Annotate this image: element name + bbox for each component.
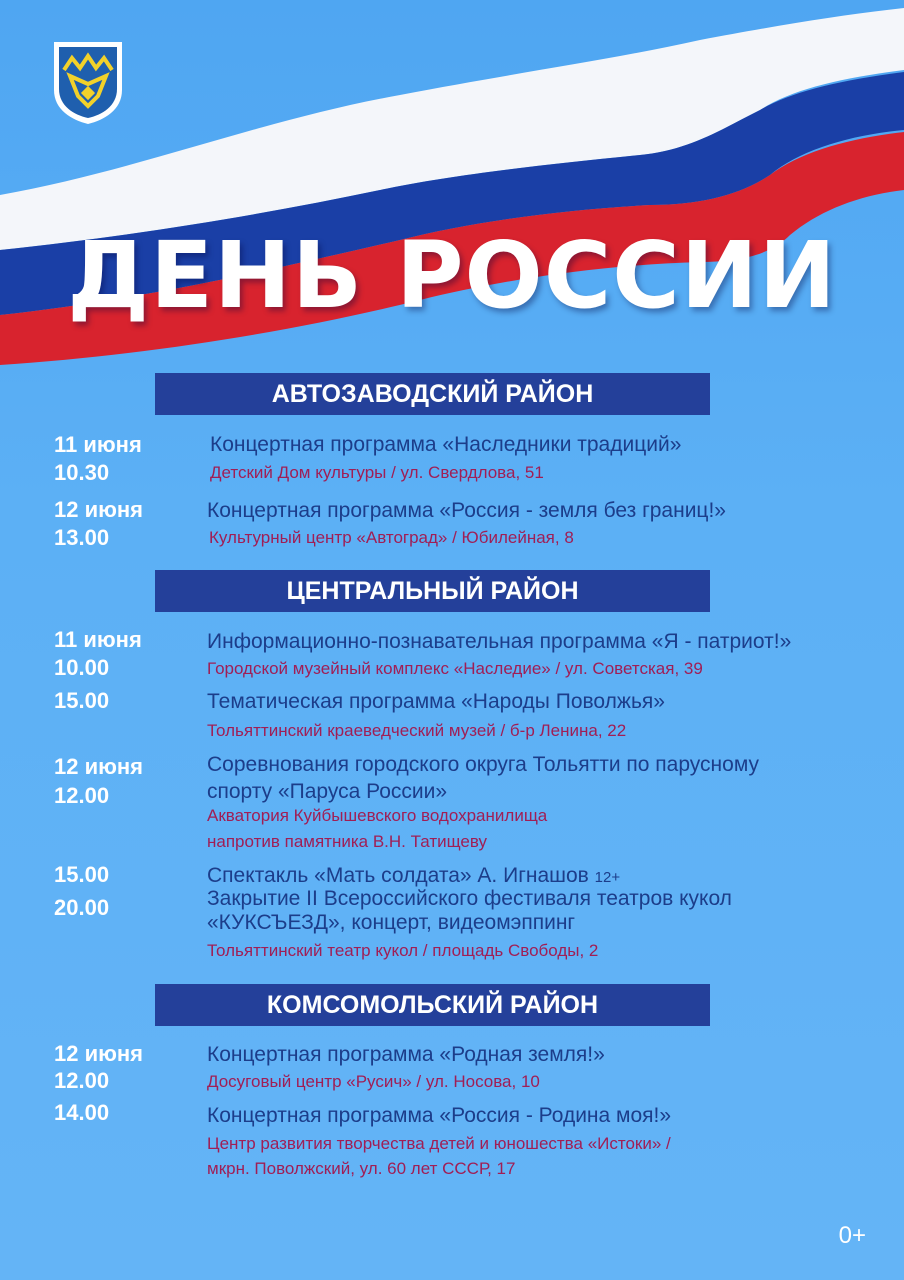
event-time: 13.00 <box>54 525 110 550</box>
district-header-avtozavodsky: АВТОЗАВОДСКИЙ РАЙОН <box>155 373 710 415</box>
event-date: 12 июня <box>54 1041 144 1066</box>
district-header-central: ЦЕНТРАЛЬНЫЙ РАЙОН <box>155 570 710 612</box>
event-time: 12.00 <box>54 783 110 808</box>
event-time: 15.00 <box>54 688 110 713</box>
event-time: 20.00 <box>54 895 110 920</box>
event-place: Центр развития творчества детей и юношества «Истоки» / <box>207 1134 671 1153</box>
event-time: 15.00 <box>54 862 110 887</box>
event-time: 10.00 <box>54 655 110 680</box>
event-title: Концертная программа «Россия - Родина моя!» <box>207 1104 672 1127</box>
event-place: Городской музейный комплекс «Наследие» / ул. Советская, 39 <box>207 659 703 678</box>
event-time: 12.00 <box>54 1068 110 1093</box>
event-place: Тольяттинский краеведческий музей / б-р Ленина, 22 <box>207 721 627 740</box>
event-place: Досуговый центр «Русич» / ул. Носова, 10 <box>207 1072 540 1091</box>
page-title: ДЕНЬ РОССИИ <box>67 222 837 329</box>
event-date: 12 июня <box>54 754 144 779</box>
event-title: Концертная программа «Наследники традиций» <box>210 433 682 456</box>
event-place: мкрн. Поволжский, ул. 60 лет СССР, 17 <box>207 1159 516 1178</box>
event-title: Концертная программа «Родная земля!» <box>207 1043 605 1066</box>
event-title: Закрытие II Всероссийского фестиваля театров кукол <box>207 887 732 910</box>
event-place: Культурный центр «Автоград» / Юбилейная, 8 <box>209 528 574 547</box>
event-title: Соревнования городского округа Тольятти по парусному <box>207 753 759 776</box>
district-header-komsomolsky: КОМСОМОЛЬСКИЙ РАЙОН <box>155 984 710 1026</box>
event-time: 14.00 <box>54 1100 110 1125</box>
event-title: «КУКСЪЕЗД», концерт, видеомэппинг <box>207 911 576 934</box>
event-place: Тольяттинский театр кукол / площадь Свободы, 2 <box>207 941 599 960</box>
event-title: Концертная программа «Россия - земля без границ!» <box>207 499 726 522</box>
event-title: Тематическая программа «Народы Поволжья» <box>207 690 665 713</box>
event-title: спорту «Паруса России» <box>207 780 448 803</box>
event-place: Детский Дом культуры / ул. Свердлова, 51 <box>210 463 544 482</box>
city-emblem-icon <box>52 40 124 126</box>
event-title: Информационно-познавательная программа «Я - патриот!» <box>207 630 792 653</box>
age-rating: 12+ <box>594 869 621 886</box>
event-time: 10.30 <box>54 460 110 485</box>
event-date: 11 июня <box>54 627 142 652</box>
event-date: 12 июня <box>54 497 144 522</box>
event-place: напротив памятника В.Н. Татищеву <box>207 832 488 851</box>
event-date: 11 июня <box>54 432 142 457</box>
age-rating-footer: 0+ <box>838 1222 866 1249</box>
event-title <box>207 864 620 888</box>
event-place: Акватория Куйбышевского водохранилища <box>207 806 548 825</box>
event-title-text: Спектакль «Мать солдата» А. Игнашов <box>207 864 589 887</box>
